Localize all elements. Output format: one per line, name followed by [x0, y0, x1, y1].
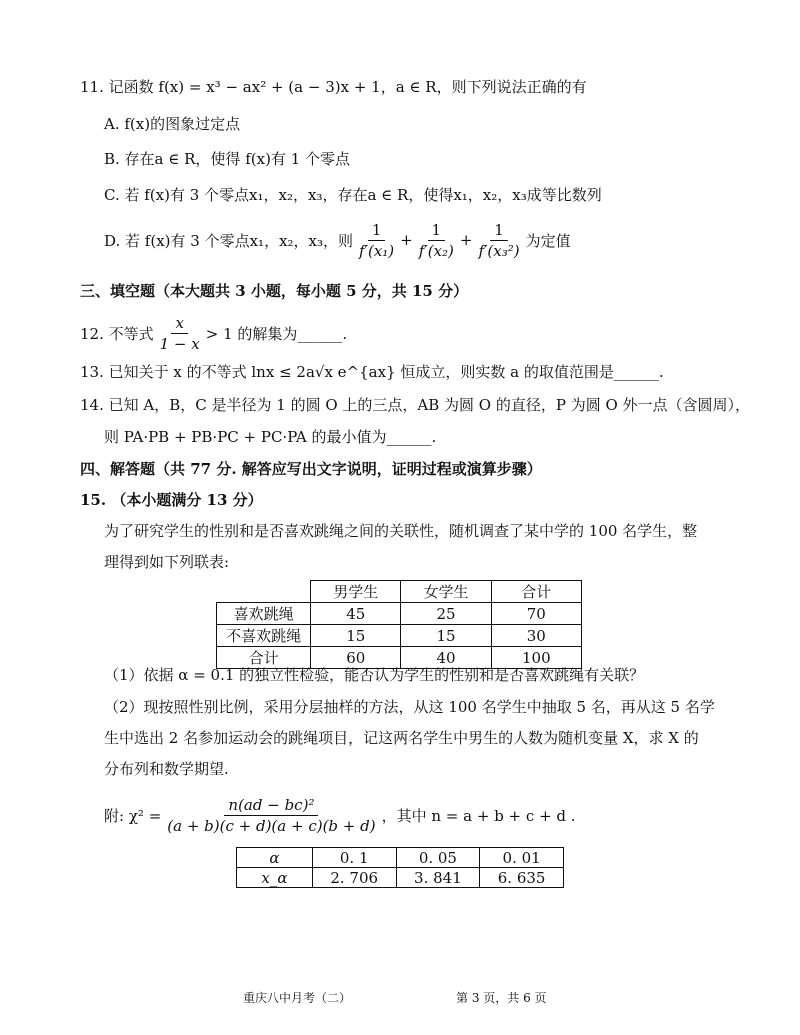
table-cell: 3. 841: [396, 868, 480, 888]
q12: [80, 311, 347, 355]
q11-stem: 11. 记函数 f(x) = x³ − ax² + (a − 3)x + 1，a ∈ R，则下列说法正确的有: [80, 78, 587, 96]
q11-d-term3-den: f′(x₃²): [478, 241, 520, 260]
table-cell: 2. 706: [312, 868, 396, 888]
q11-option-d-prefix: D. 若 f(x)有 3 个零点x₁，x₂，x₃，则: [104, 231, 354, 250]
table-cell: 40: [401, 647, 491, 669]
table-cell: 15: [401, 625, 491, 647]
q13: 13. 已知关于 x 的不等式 lnx ≤ 2a√x e^{ax} 恒成立，则实数 a 的取值范围是______.: [80, 363, 664, 381]
q15-part-2-line-3: 分布列和数学期望.: [104, 760, 229, 778]
table-header-male: 男学生: [311, 581, 401, 603]
q11-d-term2-num: 1: [428, 220, 446, 241]
q11-option-b: B. 存在a ∈ R，使得 f(x)有 1 个零点: [104, 150, 350, 168]
table-cell: 0. 05: [396, 848, 480, 868]
table-cell: α: [237, 848, 313, 868]
q11-d-term2-den: f′(x₂): [418, 241, 454, 260]
q15-part-2-line-2: 生中选出 2 名参加运动会的跳绳项目，记这两名学生中男生的人数为随机变量 X，求 X 的: [104, 729, 699, 747]
table-cell: 60: [311, 647, 401, 669]
q11-option-d-term-3: [474, 220, 523, 261]
footer-page-number: 第 3 页，共 6 页: [456, 991, 547, 1005]
q11-option-c: C. 若 f(x)有 3 个零点x₁，x₂，x₃，存在a ∈ R，使得x₁，x₂，x₃成等比数列: [104, 186, 602, 204]
formula-numerator: n(ad − bc)²: [224, 795, 318, 816]
q12-frac-num: x: [171, 313, 187, 334]
table-header-empty: [217, 581, 311, 603]
formula-suffix: ，其中 n = a + b + c + d .: [381, 806, 576, 825]
q11-option-d-term-1: [355, 220, 398, 261]
table-row: [237, 848, 564, 868]
q15-intro-line-1: 为了研究学生的性别和是否喜欢跳绳之间的关联性，随机调查了某中学的 100 名学生，整: [104, 522, 698, 540]
q15-intro-line-2: 理得到如下列联表:: [104, 553, 230, 571]
q12-suffix: > 1 的解集为______.: [205, 324, 348, 343]
q12-frac-den: 1 − x: [159, 334, 200, 353]
q11-d-plus-1: +: [400, 231, 413, 249]
q14-line-2: 则 PA·PB + PB·PC + PC·PA 的最小值为______.: [104, 428, 437, 446]
q14-line-1: 14. 已知 A，B，C 是半径为 1 的圆 O 上的三点，AB 为圆 O 的直径，P 为圆 O 外一点（含圆周），: [80, 396, 751, 414]
q11-option-a: A. f(x)的图象过定点: [104, 115, 241, 133]
formula-fraction: [163, 795, 379, 836]
q11-option-d-term-2: [415, 220, 458, 261]
q12-fraction: [156, 313, 204, 354]
section-3-title: 三、填空题（本大题共 3 小题，每小题 5 分，共 15 分）: [80, 282, 469, 300]
q11-d-term1-num: 1: [368, 220, 386, 241]
table-cell: 0. 1: [312, 848, 396, 868]
table-cell: 15: [311, 625, 401, 647]
q12-prefix: 12. 不等式: [80, 324, 154, 343]
table-cell: 45: [311, 603, 401, 625]
chi-square-formula: [104, 790, 576, 840]
q11-option-d-suffix: 为定值: [525, 231, 571, 250]
q11-d-term3-num: 1: [490, 220, 508, 241]
table-cell: 25: [401, 603, 491, 625]
table-cell: 100: [491, 647, 581, 669]
table-cell: 0. 01: [480, 848, 564, 868]
q11-option-d: [104, 218, 571, 262]
table-cell: x_α: [237, 868, 313, 888]
table-row: [217, 581, 582, 603]
table-cell: 喜欢跳绳: [217, 603, 311, 625]
table-cell: 合计: [217, 647, 311, 669]
footer-exam-name: 重庆八中月考（二）: [243, 991, 352, 1005]
q15-title: 15. （本小题满分 13 分）: [80, 491, 263, 509]
table-cell: 6. 635: [480, 868, 564, 888]
table-row: [237, 868, 564, 888]
contingency-table: [216, 580, 582, 669]
table-header-female: 女学生: [401, 581, 491, 603]
q15-part-2-line-1: （2）现按照性别比例，采用分层抽样的方法，从这 100 名学生中抽取 5 名，再从这 5 名学: [104, 698, 715, 716]
table-row: [217, 625, 582, 647]
table-row: [217, 603, 582, 625]
table-cell: 30: [491, 625, 581, 647]
table-cell: 70: [491, 603, 581, 625]
q11-d-term1-den: f′(x₁): [359, 241, 395, 260]
table-header-total: 合计: [491, 581, 581, 603]
formula-denominator: (a + b)(c + d)(a + c)(b + d): [167, 816, 376, 835]
critical-value-table: [236, 847, 564, 888]
formula-label: 附: χ² =: [104, 806, 162, 825]
q11-d-plus-2: +: [459, 231, 473, 249]
q15-part-1: （1）依据 α = 0.1 的独立性检验，能否认为学生的性别和是否喜欢跳绳有关联？: [104, 666, 645, 684]
table-cell: 不喜欢跳绳: [217, 625, 311, 647]
section-4-title: 四、解答题（共 77 分. 解答应写出文字说明，证明过程或演算步骤）: [80, 460, 542, 478]
